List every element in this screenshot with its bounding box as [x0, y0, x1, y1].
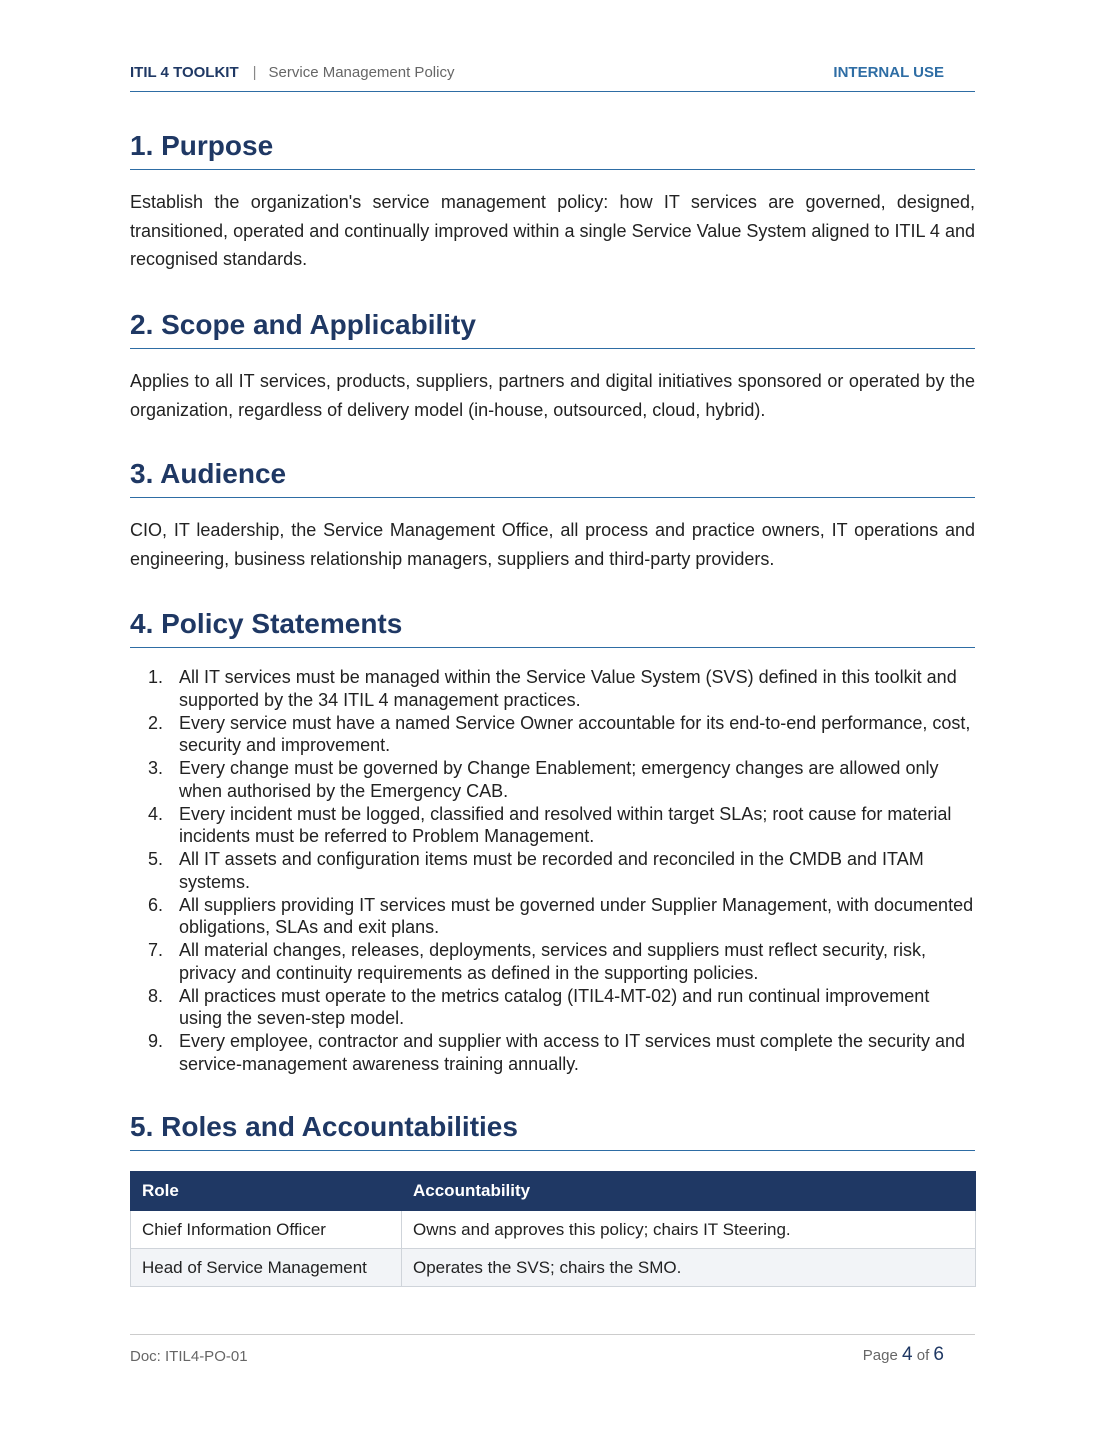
policy-item-text: All practices must operate to the metrics catalog (ITIL4-MT-02) and run continual improvement using the seven-step model. — [179, 985, 930, 1028]
section-title-purpose: 1. Purpose — [130, 130, 975, 170]
column-header-role: Role — [131, 1172, 402, 1211]
scope-text: Applies to all IT services, products, suppliers, partners and digital initiatives sponsored or operated by the organization, regardless of delivery model (in-house, outsourced, cloud, hybrid). — [130, 371, 975, 420]
policy-item-text: All IT services must be managed within the Service Value System (SVS) defined in this toolkit and supported by the 34 ITIL 4 management practices. — [179, 667, 957, 710]
policy-item-number: 2. — [147, 712, 163, 733]
policy-item — [130, 803, 975, 848]
page-header — [130, 63, 975, 92]
policy-item-text: All IT assets and configuration items must be recorded and reconciled in the CMDB and ITAM systems. — [179, 849, 924, 892]
page-total: 6 — [933, 1344, 944, 1365]
roles-table — [130, 1171, 976, 1287]
policy-item — [130, 848, 975, 893]
page-number — [863, 1344, 944, 1366]
role-cell: Head of Service Management — [131, 1249, 402, 1287]
policy-item — [130, 939, 975, 984]
section-roles — [130, 1111, 975, 1151]
doc-id: Doc: ITIL4-PO-01 — [130, 1348, 248, 1365]
policy-item — [130, 1030, 975, 1075]
page-of: of — [916, 1347, 930, 1364]
table-row — [131, 1249, 976, 1287]
policy-item — [130, 894, 975, 939]
policy-item — [130, 666, 975, 711]
header-subtitle: Service Management Policy — [268, 64, 455, 81]
table-header-row — [131, 1172, 976, 1211]
header-brand: ITIL 4 TOOLKIT — [130, 64, 239, 81]
policy-item-number: 5. — [147, 849, 163, 869]
section-policy-statements — [130, 608, 975, 1076]
policy-item-number: 1. — [147, 667, 163, 687]
policy-item-number: 6. — [147, 894, 163, 915]
policy-item-number: 9. — [147, 1031, 163, 1051]
policy-item-text: Every change must be governed by Change Enablement; emergency changes are allowed only when authorised by the Emergency CAB. — [179, 758, 939, 801]
header-left — [130, 64, 454, 81]
section-title-audience: 3. Audience — [130, 458, 975, 498]
purpose-text: Establish the organization's service management policy: how IT services are governed, designed, transitioned, operated and continually improved within a single Service Value System aligned to ITIL 4 and recognised standards. — [130, 192, 975, 269]
classification-label: INTERNAL USE — [833, 64, 944, 81]
policy-item-text: Every employee, contractor and supplier with access to IT services must complete the security and service-management awareness training annually. — [179, 1031, 966, 1074]
table-row — [131, 1211, 976, 1249]
section-purpose — [130, 130, 975, 274]
audience-text: CIO, IT leadership, the Service Management Office, all process and practice owners, IT operations and engineering, business relationship managers, suppliers and third-party providers. — [130, 520, 975, 569]
page-prefix: Page — [862, 1347, 898, 1364]
policy-item — [130, 985, 975, 1030]
section-scope — [130, 309, 975, 424]
policy-item-text: Every incident must be logged, classified and resolved within target SLAs; root cause for material incidents must be referred to Problem Management. — [179, 803, 952, 846]
policy-item-number: 7. — [147, 940, 163, 960]
policy-item-number: 3. — [147, 758, 163, 778]
column-header-accountability: Accountability — [402, 1172, 976, 1211]
page-current: 4 — [901, 1344, 913, 1365]
section-title-roles: 5. Roles and Accountabilities — [130, 1111, 975, 1151]
policy-item-text: All suppliers providing IT services must be governed under Supplier Management, with documented obligations, SLAs and exit plans. — [179, 894, 974, 937]
section-audience — [130, 458, 975, 573]
accountability-cell: Owns and approves this policy; chairs IT Steering. — [402, 1211, 976, 1249]
policy-item — [130, 757, 975, 802]
policy-item-number: 8. — [147, 985, 163, 1006]
page-footer — [130, 1334, 975, 1365]
policy-item-text: Every service must have a named Service Owner accountable for its end-to-end performance, cost, security and improvement. — [179, 712, 971, 755]
section-title-scope: 2. Scope and Applicability — [130, 309, 975, 349]
accountability-cell: Operates the SVS; chairs the SMO. — [402, 1249, 976, 1287]
role-cell: Chief Information Officer — [131, 1211, 402, 1249]
header-separator: | — [252, 64, 257, 81]
section-title-policy: 4. Policy Statements — [130, 608, 975, 648]
policy-item-text: All material changes, releases, deployments, services and suppliers must reflect security, risk, privacy and continuity requirements as defined in the supporting policies. — [179, 940, 926, 983]
policy-item-number: 4. — [147, 803, 163, 824]
policy-list — [130, 666, 975, 1075]
policy-item — [130, 712, 975, 757]
